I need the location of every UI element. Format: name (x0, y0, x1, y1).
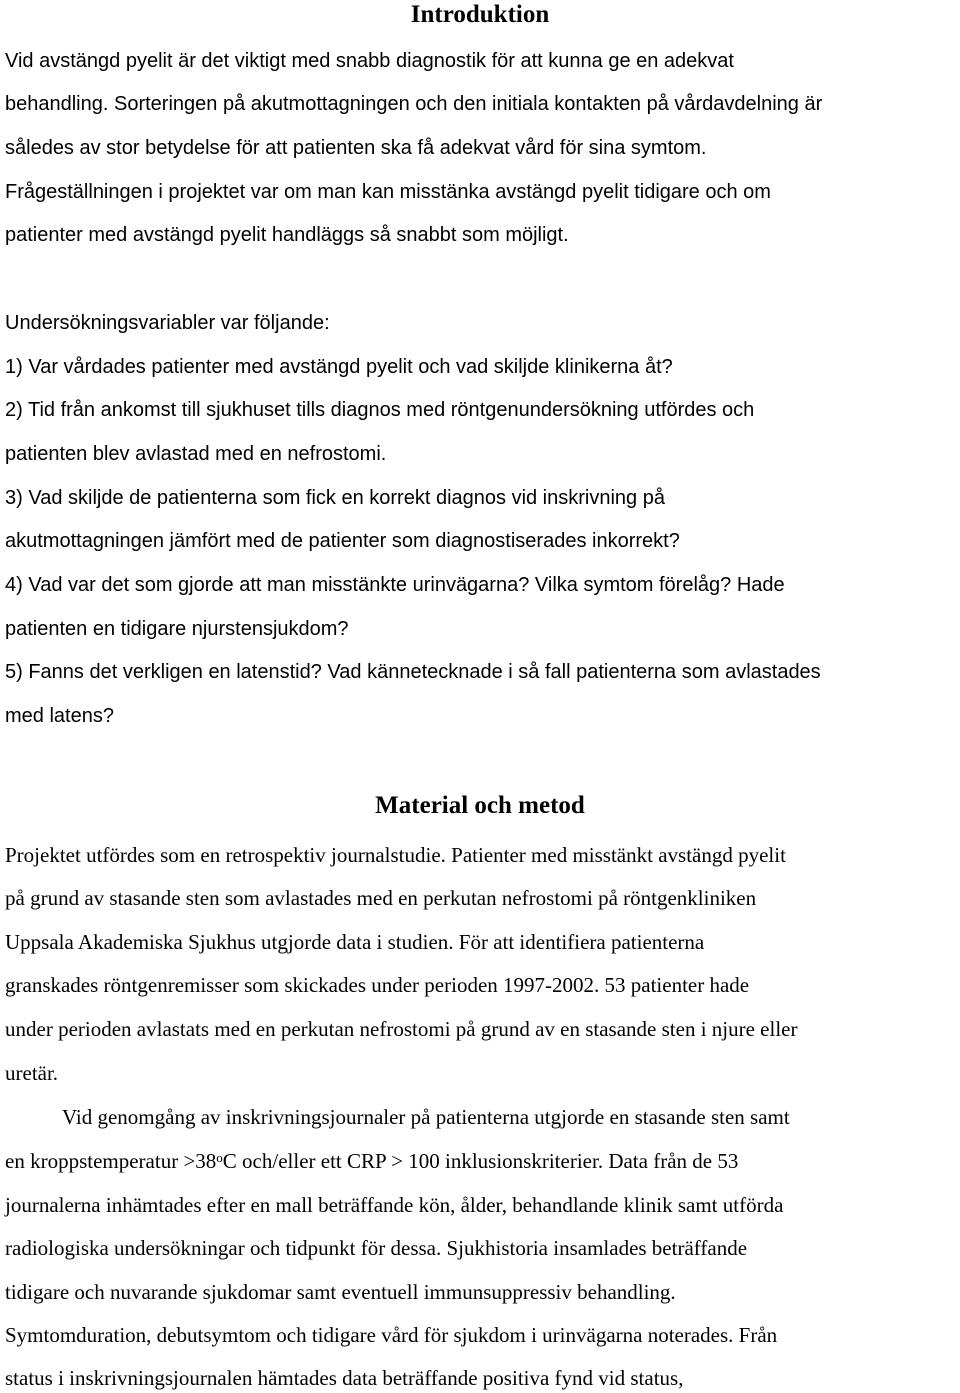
metod-line-temperature (5, 1148, 738, 1174)
metod-line-10: radiologiska undersökningar och tidpunkt för dessa. Sjukhistoria insamlades beträffande (5, 1236, 748, 1260)
variabler-line-10: med latens? (5, 705, 114, 727)
metod-line-2: på grund av stasande sten som avlastades med en perkutan nefrostomi på röntgenkliniken (5, 886, 757, 910)
metod-line-1: Projektet utfördes som en retrospektiv journalstudie. Patienter med misstänkt avstängd pyelit (5, 843, 786, 867)
variabler-line-8: patienten en tidigare njurstensjukdom? (5, 618, 349, 640)
variabler-line-7: 4) Vad var det som gjorde att man misstänkte urinvägarna? Vilka symtom förelåg? Hade (5, 574, 785, 596)
metod-line-13: status i inskrivningsjournalen hämtades data beträffande positiva fynd vid status, (5, 1366, 684, 1390)
variabler-line-5: 3) Vad skiljde de patienterna som fick en korrekt diagnos vid inskrivning på (5, 487, 665, 509)
metod-line-5: under perioden avlastats med en perkutan nefrostomi på grund av en stasande sten i njure eller (5, 1017, 798, 1041)
metod-line-6: uretär. (5, 1061, 59, 1085)
metod-line-7-indented: Vid genomgång av inskrivningsjournaler på patienterna utgjorde en stasande sten samt (62, 1105, 790, 1129)
intro-line-5: patienter med avstängd pyelit handläggs så snabbt som möjligt. (5, 224, 569, 246)
intro-line-2: behandling. Sorteringen på akutmottagningen och den initiala kontakten på vårdavdelning är (5, 93, 823, 115)
variabler-line-2: 1) Var vårdades patienter med avstängd pyelit och vad skiljde klinikerna åt? (5, 356, 673, 378)
heading-material-och-metod: Material och metod (375, 792, 585, 819)
temp-text-before: en kroppstemperatur >38 (5, 1149, 217, 1173)
variabler-line-4: patienten blev avlastad med en nefrostomi. (5, 443, 387, 465)
metod-line-9: journalerna inhämtades efter en mall beträffande kön, ålder, behandlande klinik samt utförda (5, 1193, 784, 1217)
metod-line-3: Uppsala Akademiska Sjukhus utgjorde data i studien. För att identifiera patienterna (5, 930, 705, 954)
intro-line-3: således av stor betydelse för att patienten ska få adekvat vård för sina symtom. (5, 137, 707, 159)
metod-line-11: tidigare och nuvarande sjukdomar samt eventuell immunsuppressiv behandling. (5, 1280, 676, 1304)
variabler-line-6: akutmottagningen jämfört med de patienter som diagnostiserades inkorrekt? (5, 530, 680, 552)
metod-line-12: Symtomduration, debutsymtom och tidigare vård för sjukdom i urinvägarna noterades. Från (5, 1323, 778, 1347)
heading-introduktion: Introduktion (410, 1, 550, 28)
intro-line-4: Frågeställningen i projektet var om man kan misstänka avstängd pyelit tidigare och om (5, 181, 771, 203)
metod-line-4: granskades röntgenremisser som skickades under perioden 1997-2002. 53 patienter hade (5, 973, 750, 997)
variabler-line-3: 2) Tid från ankomst till sjukhuset tills diagnos med röntgenundersökning utfördes och (5, 399, 755, 421)
temp-text-after: C och/eller ett CRP > 100 inklusionskriterier. Data från de 53 (222, 1149, 739, 1173)
variabler-line-9: 5) Fanns det verkligen en latenstid? Vad kännetecknade i så fall patienterna som avlastades (5, 661, 821, 683)
variabler-line-1: Undersökningsvariabler var följande: (5, 312, 330, 334)
intro-line-1: Vid avstängd pyelit är det viktigt med snabb diagnostik för att kunna ge en adekvat (5, 50, 734, 72)
degree-superscript: o (216, 1150, 223, 1165)
